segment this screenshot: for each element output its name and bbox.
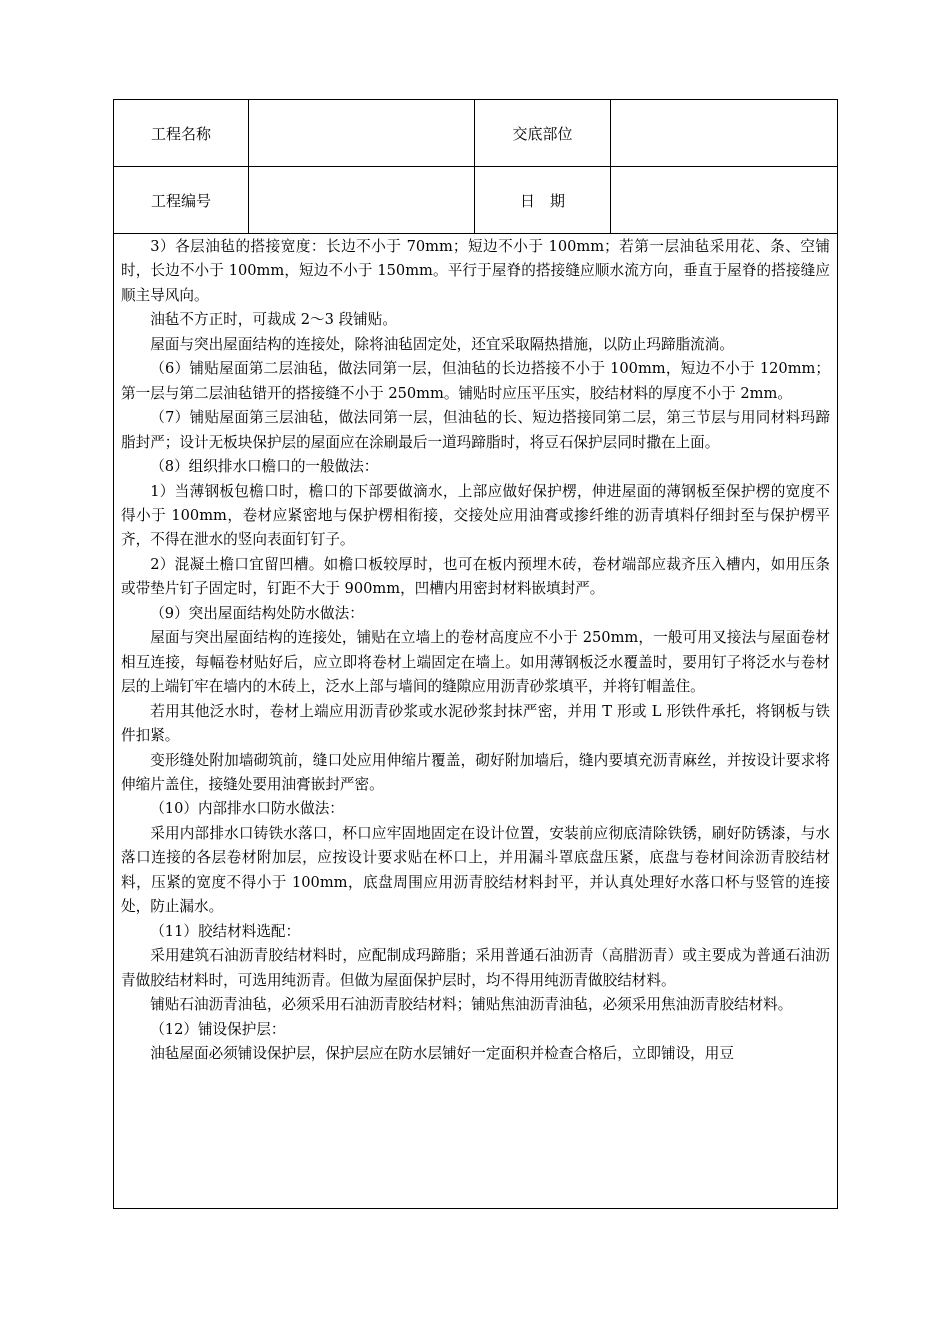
paragraph: 2）混凝土檐口宜留凹槽。如檐口板较厚时，也可在板内预埋木砖，卷材端部应裁齐压入槽内，如用压条或带垫片钉子固定时，钉距不大于 900mm，凹槽内用密封材料嵌填封严。 (121, 555, 830, 598)
paragraph: 变形缝处附加墙砌筑前，缝口处应用伸缩片覆盖，砌好附加墙后，缝内要填充沥青麻丝，并按设计要求将伸缩片盖住，接缝处要用油膏嵌封严密。 (121, 751, 830, 793)
paragraph: 采用内部排水口铸铁水落口，杯口应牢固地固定在设计位置，安装前应彻底清除铁锈，刷好防锈漆，与水落口连接的各层卷材附加层，应按设计要求贴在杯口上，并用漏斗罩底盘压紧，底盘与卷材间涂沥青胶结材料，压紧的宽度不得小于 100mm，底盘周围应用沥青胶结材料封平，并认真处理好水落口杯与竖管的连接处，防止漏水。 (121, 824, 830, 916)
paragraph: 屋面与突出屋面结构的连接处，除将油毡固定处，还宜采取隔热措施，以防止玛蹄脂流淌。 (150, 335, 734, 353)
header-row-1 (114, 100, 837, 167)
paragraph: （6）铺贴屋面第二层油毡，做法同第一层，但油毡的长边搭接不小于 100mm，短边不小于 120mm；第一层与第二层油毡错开的搭接缝不小于 250mm。铺贴时应压平压实，胶结材料的厚度不小于 2mm。 (121, 360, 830, 402)
project-no-label: 工程编号 (114, 167, 249, 233)
paragraph: 1）当薄钢板包檐口时，檐口的下部要做滴水，上部应做好保护楞，伸进屋面的薄钢板至保护楞的宽度不得小于 100mm，卷材应紧密地与保护楞相衔接，交接处应用油膏或掺纤维的沥青填料仔细封至与保护楞平齐，不得在泄水的竖向表面钉钉子。 (121, 482, 830, 549)
paragraph: 屋面与突出屋面结构的连接处，铺贴在立墙上的卷材高度应不小于 250mm，一般可用叉接法与屋面卷材相互连接，每幅卷材贴好后，应立即将卷材上端固定在墙上。如用薄钢板泛水覆盖时，要用钉子将泛水与卷材层的上端钉牢在墙内的木砖上，泛水上部与墙间的缝隙应用沥青砂浆填平，并将钉帽盖住。 (121, 629, 830, 696)
paragraph: （9）突出屋面结构处防水做法： (150, 604, 364, 622)
location-label: 交底部位 (475, 100, 611, 166)
location-value[interactable] (611, 100, 837, 166)
project-name-value[interactable] (249, 100, 475, 166)
project-no-value[interactable] (249, 167, 475, 233)
date-label: 日 期 (475, 167, 611, 233)
paragraph: 采用建筑石油沥青胶结材料时，应配制成玛蹄脂；采用普通石油沥青（高腊沥青）或主要成为普通石油沥青做胶结材料时，可选用纯沥青。但做为屋面保护层时，均不得用纯沥青做胶结材料。 (121, 947, 830, 989)
paragraph: 油毡屋面必须铺设保护层，保护层应在防水层铺好一定面积并检查合格后，立即铺设，用豆 (150, 1044, 734, 1062)
paragraph: 若用其他泛水时，卷材上端应用沥青砂浆或水泥砂浆封抹严密，并用 T 形或 L 形铁件承托，将钢板与铁件扣紧。 (121, 702, 830, 745)
paragraph: （10）内部排水口防水做法： (150, 800, 344, 818)
paragraph: 铺贴石油沥青油毡，必须采用石油沥青胶结材料；铺贴焦油沥青油毡，必须采用焦油沥青胶结材料。 (150, 996, 793, 1014)
paragraph: （8）组织排水口檐口的一般做法： (150, 458, 379, 476)
date-value[interactable] (611, 167, 837, 233)
paragraph: （12）铺设保护层： (150, 1020, 286, 1038)
paragraph: 3）各层油毡的搭接宽度：长边不小于 70mm；短边不小于 100mm；若第一层油毡采用花、条、空铺时，长边不小于 100mm，短边不小于 150mm。平行于屋脊的搭接缝应顺水流方向，垂直于屋脊的搭接缝应顺主导风向。 (121, 238, 830, 304)
paragraph: （7）铺贴屋面第三层油毡，做法同第一层，但油毡的长、短边搭接同第二层，第三节层与用同材料玛蹄脂封严；设计无板块保护层的屋面应在涂刷最后一道玛蹄脂时，将豆石保护层同时撒在上面。 (121, 409, 830, 451)
disclosure-form (113, 99, 838, 1209)
paragraph: 油毡不方正时，可裁成 2～3 段铺贴。 (150, 311, 397, 329)
content-body (121, 235, 830, 1205)
project-name-label: 工程名称 (114, 100, 249, 166)
header-row-2 (114, 167, 837, 234)
paragraph: （11）胶结材料选配： (150, 922, 301, 940)
